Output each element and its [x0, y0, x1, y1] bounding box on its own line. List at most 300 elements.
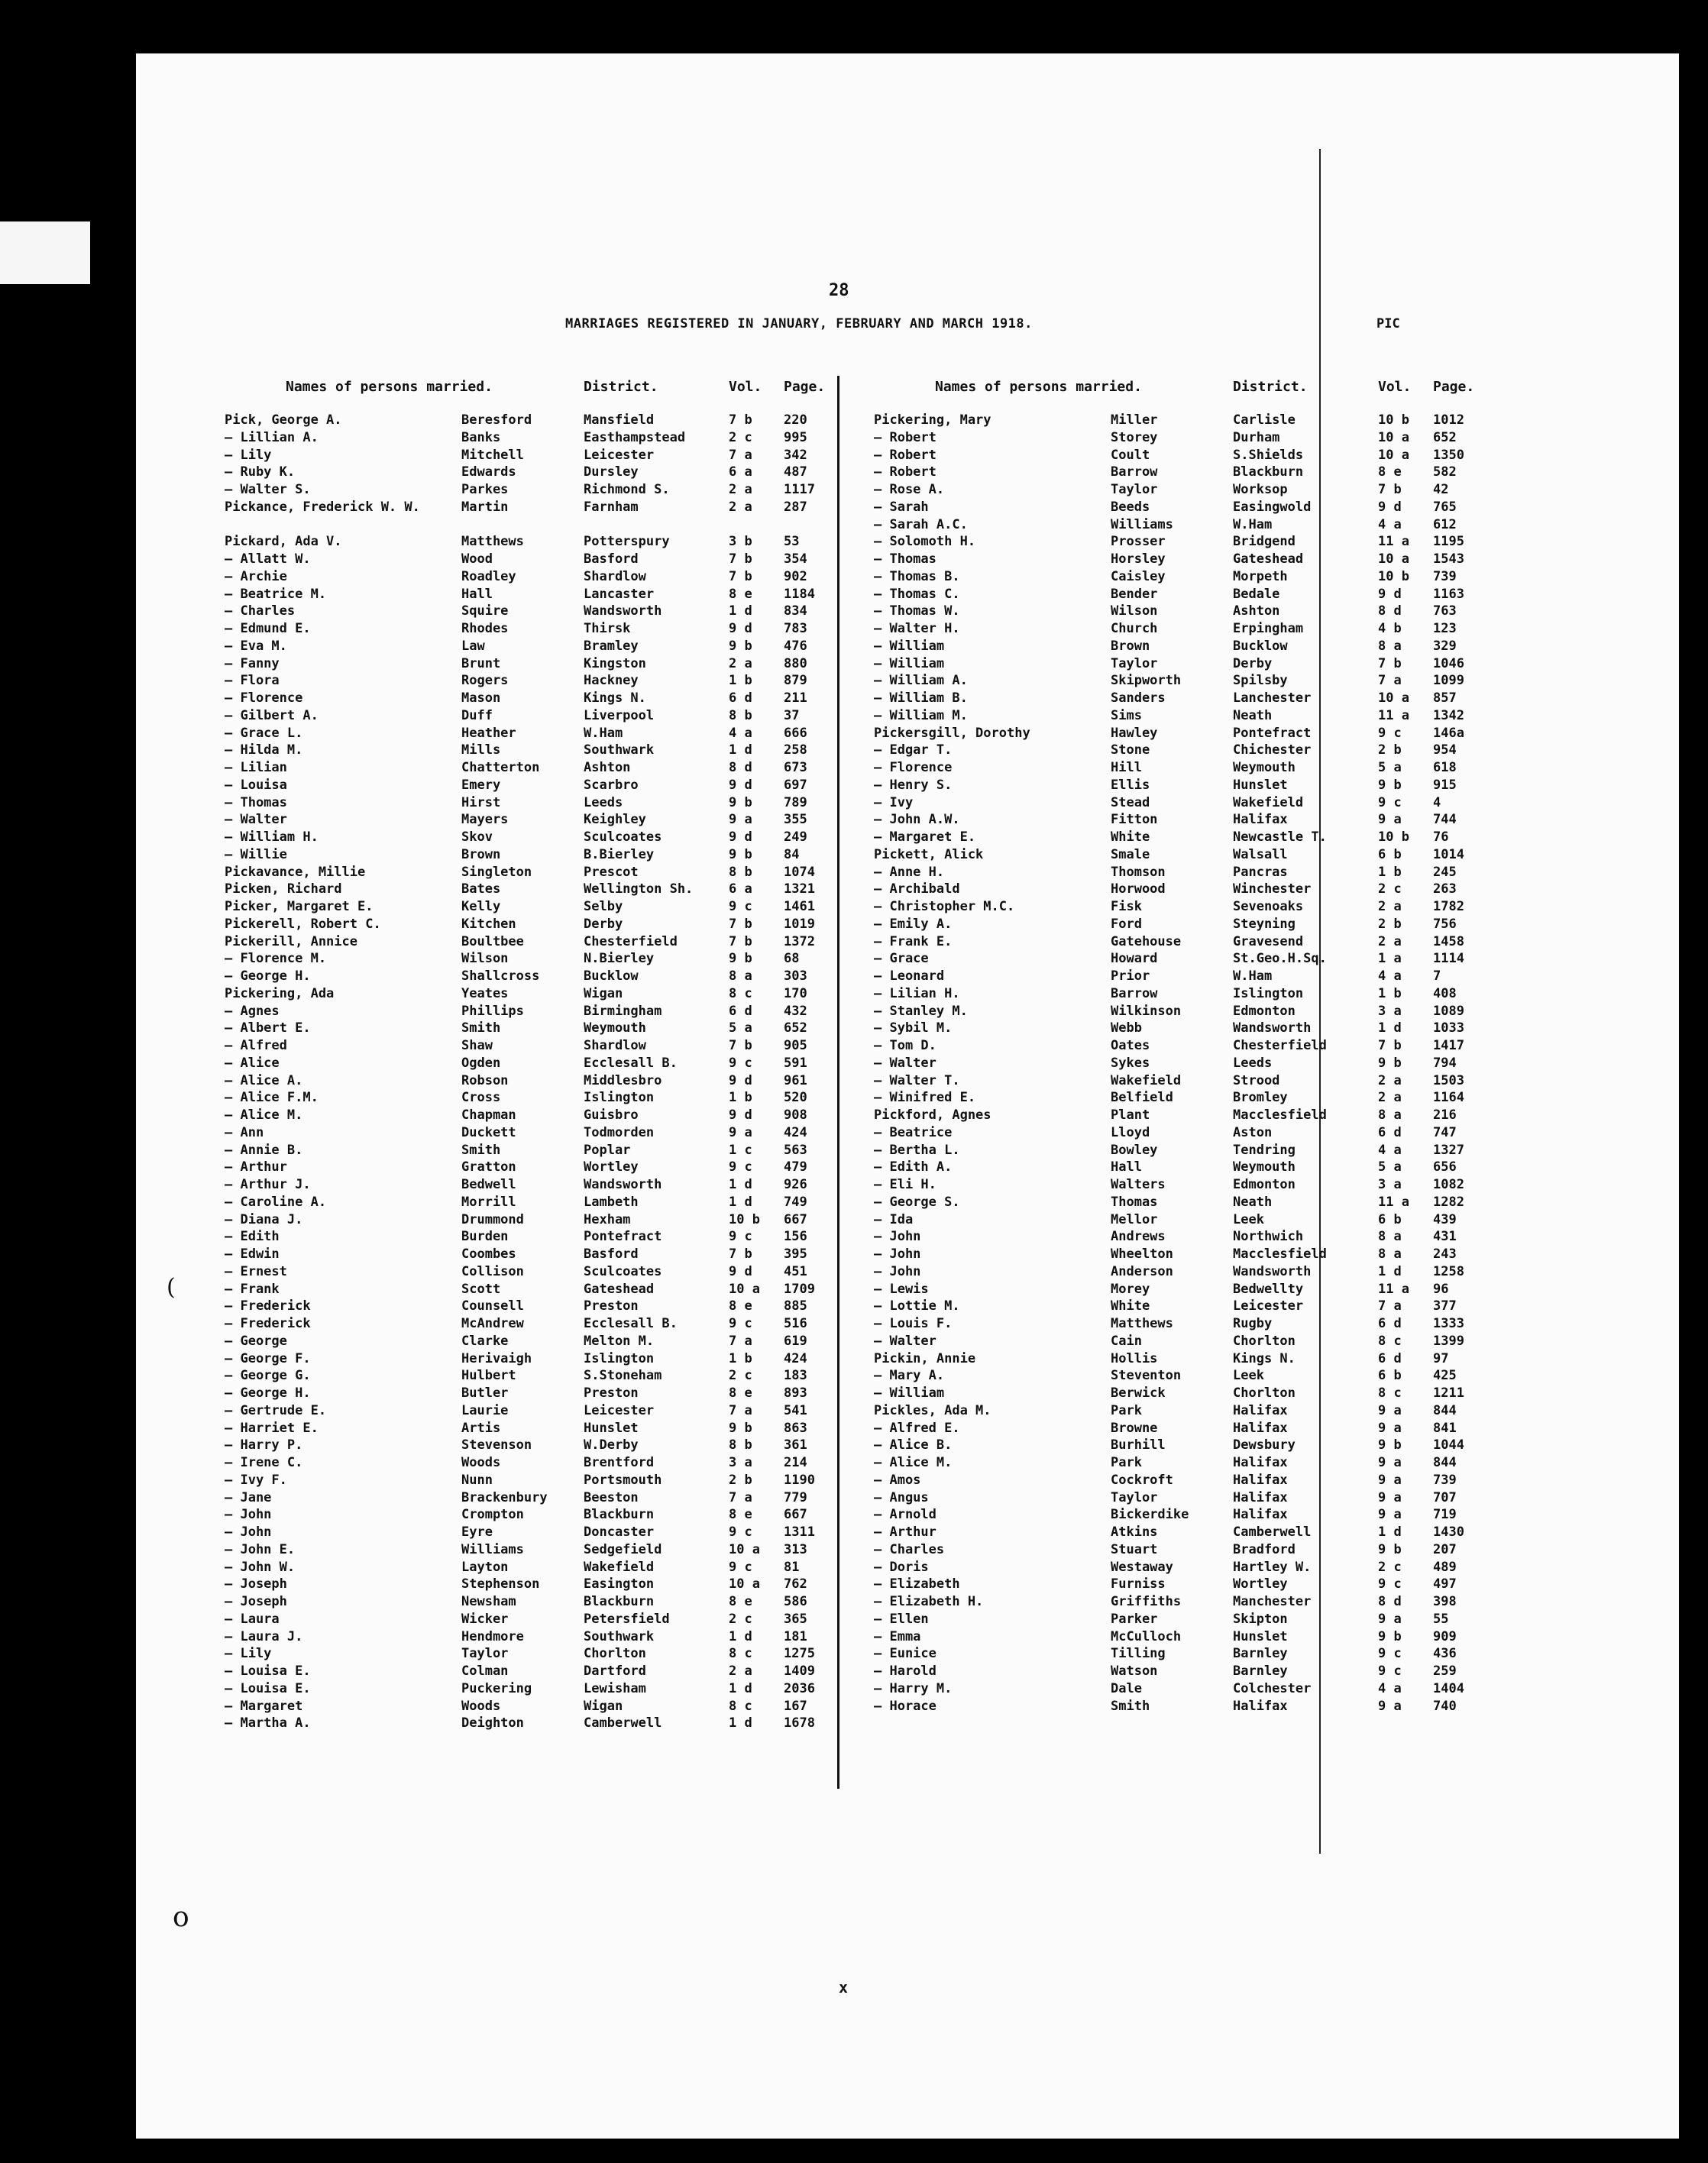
- spouse-surname: Hendmore: [461, 1628, 524, 1644]
- spouse-surname: Bates: [461, 881, 501, 897]
- district: Colchester: [1233, 1680, 1312, 1696]
- volume: 9 c: [1378, 1576, 1402, 1592]
- person-name: — Bertha L.: [874, 1142, 960, 1158]
- person-name: — Doris: [874, 1559, 929, 1575]
- district: Leeds: [1233, 1055, 1273, 1071]
- spouse-surname: White: [1111, 829, 1150, 845]
- person-name: — John A.W.: [874, 812, 960, 828]
- page-ref: 902: [784, 568, 807, 584]
- district: Edmonton: [1233, 1177, 1296, 1192]
- names-header: Names of persons married.: [286, 379, 493, 395]
- district: Hunslet: [584, 1420, 639, 1436]
- district: St.Geo.H.Sq.: [1233, 951, 1327, 967]
- district: Easthampstead: [584, 429, 686, 445]
- page-ref: 1311: [784, 1524, 815, 1540]
- district: Newcastle T.: [1233, 829, 1327, 845]
- person-name: — John: [874, 1263, 921, 1279]
- volume: 7 b: [729, 916, 752, 932]
- person-name: — Beatrice M.: [225, 586, 327, 602]
- page-ref: 618: [1433, 760, 1457, 775]
- spouse-surname: Andrews: [1111, 1229, 1166, 1245]
- page-ref: 365: [784, 1611, 807, 1627]
- person-name: — Hilda M.: [225, 742, 303, 758]
- volume: 3 a: [1378, 1003, 1402, 1019]
- district: Middlesbro: [584, 1072, 662, 1088]
- district-header: District.: [1233, 379, 1308, 395]
- spouse-surname: Stone: [1111, 742, 1150, 758]
- volume: 5 a: [1378, 1159, 1402, 1175]
- names-header: Names of persons married.: [935, 379, 1142, 395]
- district: Todmorden: [584, 1124, 655, 1140]
- district: Hartley W.: [1233, 1559, 1312, 1575]
- film-edge-tab: [0, 221, 90, 284]
- district: S.Shields: [1233, 447, 1304, 463]
- spouse-surname: Mitchell: [461, 447, 524, 463]
- page-ref: 377: [1433, 1298, 1457, 1314]
- page-ref: 1074: [784, 864, 815, 880]
- district: Weymouth: [1233, 1159, 1296, 1175]
- spouse-surname: Mills: [461, 742, 501, 758]
- margin-mark: (: [167, 1274, 176, 1301]
- district: Wakefield: [1233, 794, 1304, 810]
- volume: 9 c: [1378, 1663, 1402, 1679]
- spouse-surname: Taylor: [1111, 655, 1158, 671]
- volume: 9 a: [1378, 1489, 1402, 1505]
- page-ref: 1184: [784, 586, 815, 602]
- person-name: — Gertrude E.: [225, 1402, 327, 1418]
- volume: 3 b: [729, 534, 752, 550]
- spouse-surname: Bender: [1111, 586, 1158, 602]
- spouse-surname: Eyre: [461, 1524, 493, 1540]
- district: Preston: [584, 1298, 639, 1314]
- person-name: Picker, Margaret E.: [225, 899, 374, 914]
- person-name: — Diana J.: [225, 1211, 303, 1227]
- volume: 10 a: [1378, 429, 1409, 445]
- spouse-surname: Hall: [1111, 1159, 1142, 1175]
- page-ref: 1099: [1433, 673, 1464, 689]
- person-name: — William A.: [874, 673, 968, 689]
- spouse-surname: Emery: [461, 777, 501, 793]
- volume: 1 d: [729, 1628, 752, 1644]
- page-ref: 794: [1433, 1055, 1457, 1071]
- volume: 7 a: [729, 1333, 752, 1349]
- page-ref: 84: [784, 846, 800, 862]
- volume: 11 a: [1378, 1281, 1409, 1297]
- person-name: — Stanley M.: [874, 1003, 968, 1019]
- spouse-surname: Edwards: [461, 464, 516, 480]
- person-name: — Frederick: [225, 1298, 311, 1314]
- page-ref: 1282: [1433, 1194, 1464, 1210]
- spouse-surname: Park: [1111, 1402, 1142, 1418]
- district: W.Ham: [1233, 968, 1273, 984]
- page-number: 28: [829, 281, 849, 300]
- volume: 4 a: [729, 725, 752, 741]
- volume: 6 b: [1378, 846, 1402, 862]
- spouse-surname: Storey: [1111, 429, 1158, 445]
- person-name: — William: [874, 638, 945, 654]
- person-name: — Sarah A.C.: [874, 516, 968, 532]
- spouse-surname: Taylor: [1111, 1489, 1158, 1505]
- district: W.Derby: [584, 1437, 639, 1453]
- spouse-surname: Ford: [1111, 916, 1142, 932]
- spouse-surname: Horwood: [1111, 881, 1166, 897]
- district: Southwark: [584, 1628, 655, 1644]
- volume: 9 a: [1378, 1455, 1402, 1470]
- spouse-surname: Bowley: [1111, 1142, 1158, 1158]
- spouse-surname: Brown: [461, 846, 501, 862]
- person-name: — Christopher M.C.: [874, 899, 1015, 914]
- district: Keighley: [584, 812, 646, 828]
- district: Lewisham: [584, 1680, 646, 1696]
- district: Thirsk: [584, 621, 631, 636]
- person-name: Pickersgill, Dorothy: [874, 725, 1030, 741]
- person-name: — Joseph: [225, 1576, 287, 1592]
- page-ref: 1033: [1433, 1020, 1464, 1036]
- page-ref: 123: [1433, 621, 1457, 636]
- page-ref: 582: [1433, 464, 1457, 480]
- volume: 2 a: [729, 499, 752, 515]
- page-ref: 1321: [784, 881, 815, 897]
- page-ref: 1019: [784, 916, 815, 932]
- page-ref: 779: [784, 1489, 807, 1505]
- person-name: — Horace: [874, 1698, 936, 1714]
- spouse-surname: Counsell: [461, 1298, 524, 1314]
- district: Sedgefield: [584, 1541, 662, 1557]
- vol-header: Vol.: [729, 379, 762, 395]
- volume: 2 c: [729, 429, 752, 445]
- person-name: — Robert: [874, 429, 936, 445]
- volume: 7 a: [729, 447, 752, 463]
- spouse-surname: Squire: [461, 603, 509, 619]
- person-name: — Lily: [225, 447, 272, 463]
- spouse-surname: Skov: [461, 829, 493, 845]
- district: N.Bierley: [584, 951, 655, 967]
- person-name: — Alice F.M.: [225, 1090, 319, 1106]
- district: Kings N.: [584, 690, 646, 706]
- volume: 9 c: [729, 899, 752, 914]
- volume: 3 a: [1378, 1177, 1402, 1192]
- volume: 2 a: [729, 482, 752, 497]
- person-name: Pickin, Annie: [874, 1350, 976, 1366]
- spouse-surname: Oates: [1111, 1038, 1150, 1053]
- volume: 9 a: [1378, 1698, 1402, 1714]
- spouse-surname: Crompton: [461, 1507, 524, 1523]
- spouse-surname: Atkins: [1111, 1524, 1158, 1540]
- page-ref: 719: [1433, 1507, 1457, 1523]
- person-name: — George H.: [225, 968, 311, 984]
- page-ref: 1195: [1433, 534, 1464, 550]
- spouse-surname: Burhill: [1111, 1437, 1166, 1453]
- spouse-surname: Hill: [1111, 760, 1142, 775]
- volume: 2 b: [1378, 742, 1402, 758]
- page-ref: 789: [784, 794, 807, 810]
- person-name: — Eli H.: [874, 1177, 936, 1192]
- page-ref: 1275: [784, 1646, 815, 1662]
- volume: 4 a: [1378, 1142, 1402, 1158]
- volume: 8 d: [1378, 603, 1402, 619]
- person-name: — Louisa E.: [225, 1663, 311, 1679]
- volume: 9 a: [1378, 1420, 1402, 1436]
- volume: 1 b: [729, 1350, 752, 1366]
- volume: 2 a: [1378, 933, 1402, 949]
- district: Sculcoates: [584, 829, 662, 845]
- page-ref: 424: [784, 1124, 807, 1140]
- volume: 9 c: [1378, 725, 1402, 741]
- page-ref: 207: [1433, 1541, 1457, 1557]
- spouse-surname: Ellis: [1111, 777, 1150, 793]
- spouse-surname: Rhodes: [461, 621, 509, 636]
- spouse-surname: Cockroft: [1111, 1472, 1173, 1488]
- district: Wellington Sh.: [584, 881, 694, 897]
- volume: 7 b: [729, 551, 752, 567]
- page-ref: 81: [784, 1559, 800, 1575]
- page-ref: 497: [1433, 1576, 1457, 1592]
- volume: 6 d: [1378, 1316, 1402, 1331]
- page-ref: 170: [784, 985, 807, 1001]
- district: Dursley: [584, 464, 639, 480]
- page-ref: 697: [784, 777, 807, 793]
- page-ref: 1327: [1433, 1142, 1464, 1158]
- page-ref: 37: [784, 707, 800, 723]
- page-ref: 880: [784, 655, 807, 671]
- district: Shardlow: [584, 568, 646, 584]
- person-name: — George G.: [225, 1368, 311, 1384]
- spouse-surname: Wakefield: [1111, 1072, 1182, 1088]
- district: Macclesfield: [1233, 1107, 1327, 1123]
- page-ref: 1014: [1433, 846, 1464, 862]
- district: Leicester: [584, 1402, 655, 1418]
- person-name: — Charles: [874, 1541, 945, 1557]
- page-ref: 1012: [1433, 412, 1464, 428]
- district: B.Bierley: [584, 846, 655, 862]
- person-name: — Archie: [225, 568, 287, 584]
- district: Melton M.: [584, 1333, 655, 1349]
- person-name: — John W.: [225, 1559, 296, 1575]
- spouse-surname: Dale: [1111, 1680, 1142, 1696]
- person-name: — Harriet E.: [225, 1420, 319, 1436]
- person-name: — Albert E.: [225, 1020, 311, 1036]
- page-ref: 342: [784, 447, 807, 463]
- spouse-surname: Hollis: [1111, 1350, 1158, 1366]
- spouse-surname: Roadley: [461, 568, 516, 584]
- volume: 6 b: [1378, 1211, 1402, 1227]
- volume: 9 b: [1378, 777, 1402, 793]
- volume: 8 e: [729, 586, 752, 602]
- volume: 6 a: [729, 881, 752, 897]
- district: Weymouth: [1233, 760, 1296, 775]
- volume: 4 a: [1378, 1680, 1402, 1696]
- person-name: — George H.: [225, 1385, 311, 1401]
- spouse-surname: Parker: [1111, 1611, 1158, 1627]
- volume: 9 d: [729, 1072, 752, 1088]
- spouse-surname: Newsham: [461, 1594, 516, 1609]
- district: Weymouth: [584, 1020, 646, 1036]
- volume: 8 e: [729, 1385, 752, 1401]
- page-ref: 591: [784, 1055, 807, 1071]
- district: Neath: [1233, 707, 1273, 723]
- spouse-surname: Parkes: [461, 482, 509, 497]
- spouse-surname: Coombes: [461, 1246, 516, 1262]
- spouse-surname: Stevenson: [461, 1437, 532, 1453]
- spouse-surname: Stuart: [1111, 1541, 1158, 1557]
- district: Hackney: [584, 673, 639, 689]
- district: Bradford: [1233, 1541, 1296, 1557]
- district: Farnham: [584, 499, 639, 515]
- page-ref: 1333: [1433, 1316, 1464, 1331]
- page-ref: 97: [1433, 1350, 1449, 1366]
- district: Halifax: [1233, 1472, 1288, 1488]
- person-name: — Emily A.: [874, 916, 953, 932]
- district: Bridgend: [1233, 534, 1296, 550]
- spouse-surname: Tilling: [1111, 1646, 1166, 1662]
- volume: 9 c: [729, 1316, 752, 1331]
- person-name: — Elizabeth H.: [874, 1594, 984, 1609]
- volume: 9 a: [1378, 1611, 1402, 1627]
- page-ref: 747: [1433, 1124, 1457, 1140]
- spouse-surname: Beresford: [461, 412, 532, 428]
- person-name: — Lilian: [225, 760, 287, 775]
- page-ref: 1678: [784, 1715, 815, 1731]
- district: Durham: [1233, 429, 1280, 445]
- column-divider: [837, 376, 839, 1789]
- spouse-surname: Mellor: [1111, 1211, 1158, 1227]
- person-name: — Elizabeth: [874, 1576, 960, 1592]
- person-name: — Margaret: [225, 1698, 303, 1714]
- page-ref: 1082: [1433, 1177, 1464, 1192]
- district: Leicester: [584, 447, 655, 463]
- volume: 9 c: [1378, 1646, 1402, 1662]
- page-ref: 245: [1433, 864, 1457, 880]
- spouse-surname: Gratton: [461, 1159, 516, 1175]
- page-ref: 863: [784, 1420, 807, 1436]
- person-name: — Henry S.: [874, 777, 953, 793]
- person-name: — Tom D.: [874, 1038, 936, 1053]
- volume: 8 e: [729, 1507, 752, 1523]
- volume: 10 a: [1378, 690, 1409, 706]
- person-name: — John E.: [225, 1541, 296, 1557]
- district: Sevenoaks: [1233, 899, 1304, 914]
- person-name: — Martha A.: [225, 1715, 311, 1731]
- person-name: — Arthur: [225, 1159, 287, 1175]
- volume: 1 b: [1378, 985, 1402, 1001]
- page-ref: 909: [1433, 1628, 1457, 1644]
- spouse-surname: Park: [1111, 1455, 1142, 1470]
- spouse-surname: Sanders: [1111, 690, 1166, 706]
- person-name: — Walter: [874, 1055, 936, 1071]
- page-ref: 7: [1433, 968, 1441, 984]
- person-name: — Arthur J.: [225, 1177, 311, 1192]
- district: Barnley: [1233, 1646, 1288, 1662]
- volume: 9 d: [729, 621, 752, 636]
- person-name: Pickford, Agnes: [874, 1107, 991, 1123]
- spouse-surname: White: [1111, 1298, 1150, 1314]
- district: Easington: [584, 1576, 655, 1592]
- district: Islington: [1233, 985, 1304, 1001]
- volume: 9 d: [729, 1107, 752, 1123]
- person-name: — Amos: [874, 1472, 921, 1488]
- person-name: — Lily: [225, 1646, 272, 1662]
- district: Chorlton: [584, 1646, 646, 1662]
- volume: 2 a: [1378, 1072, 1402, 1088]
- spouse-surname: Thomson: [1111, 864, 1166, 880]
- spouse-surname: Wilson: [1111, 603, 1158, 619]
- district: Halifax: [1233, 1402, 1288, 1418]
- volume: 6 d: [729, 690, 752, 706]
- page-ref: 1258: [1433, 1263, 1464, 1279]
- district: Mansfield: [584, 412, 655, 428]
- person-name: — Grace L.: [225, 725, 303, 741]
- page-ref: 656: [1433, 1159, 1457, 1175]
- volume: 9 c: [729, 1055, 752, 1071]
- volume: 10 b: [1378, 829, 1409, 845]
- district: Skipton: [1233, 1611, 1288, 1627]
- page-ref: 303: [784, 968, 807, 984]
- volume: 8 a: [1378, 1229, 1402, 1245]
- page-ref: 211: [784, 690, 807, 706]
- volume: 10 b: [1378, 412, 1409, 428]
- spouse-surname: Duckett: [461, 1124, 516, 1140]
- volume: 2 a: [1378, 899, 1402, 914]
- volume: 2 b: [1378, 916, 1402, 932]
- district: Wandsworth: [1233, 1263, 1312, 1279]
- spouse-surname: Phillips: [461, 1003, 524, 1019]
- page-ref: 55: [1433, 1611, 1449, 1627]
- page-ref: 439: [1433, 1211, 1457, 1227]
- district: Kings N.: [1233, 1350, 1296, 1366]
- person-name: — Jane: [225, 1489, 272, 1505]
- district: Chesterfield: [1233, 1038, 1327, 1053]
- volume: 1 d: [1378, 1263, 1402, 1279]
- district: Beeston: [584, 1489, 639, 1505]
- district: Worksop: [1233, 482, 1288, 497]
- spouse-surname: Wheelton: [1111, 1246, 1173, 1262]
- volume: 10 a: [729, 1576, 760, 1592]
- page-ref: 1114: [1433, 951, 1464, 967]
- volume: 8 c: [1378, 1333, 1402, 1349]
- person-name: — George S.: [874, 1194, 960, 1210]
- spouse-surname: Laurie: [461, 1402, 509, 1418]
- person-name: — Flora: [225, 673, 280, 689]
- district: Bedale: [1233, 586, 1280, 602]
- person-name: — Annie B.: [225, 1142, 303, 1158]
- district: Birmingham: [584, 1003, 662, 1019]
- volume: 9 b: [1378, 1055, 1402, 1071]
- spouse-surname: Colman: [461, 1663, 509, 1679]
- spouse-surname: Stead: [1111, 794, 1150, 810]
- page-ref: 329: [1433, 638, 1457, 654]
- volume: 4 b: [1378, 621, 1402, 636]
- page-ref: 1430: [1433, 1524, 1464, 1540]
- person-name: — Edgar T.: [874, 742, 953, 758]
- person-name: — Louisa E.: [225, 1680, 311, 1696]
- page-ref: 756: [1433, 916, 1457, 932]
- person-name: — William M.: [874, 707, 968, 723]
- volume: 9 c: [729, 1559, 752, 1575]
- page-ref: 1372: [784, 933, 815, 949]
- page-ref: 885: [784, 1298, 807, 1314]
- volume: 4 a: [1378, 516, 1402, 532]
- page-ref: 355: [784, 812, 807, 828]
- volume: 9 a: [729, 812, 752, 828]
- district: Rugby: [1233, 1316, 1273, 1331]
- district: Shardlow: [584, 1038, 646, 1053]
- spouse-surname: Puckering: [461, 1680, 532, 1696]
- district: Lanchester: [1233, 690, 1312, 706]
- spouse-surname: Chapman: [461, 1107, 516, 1123]
- district: Blackburn: [584, 1507, 655, 1523]
- volume: 8 d: [729, 760, 752, 775]
- spouse-surname: Westaway: [1111, 1559, 1173, 1575]
